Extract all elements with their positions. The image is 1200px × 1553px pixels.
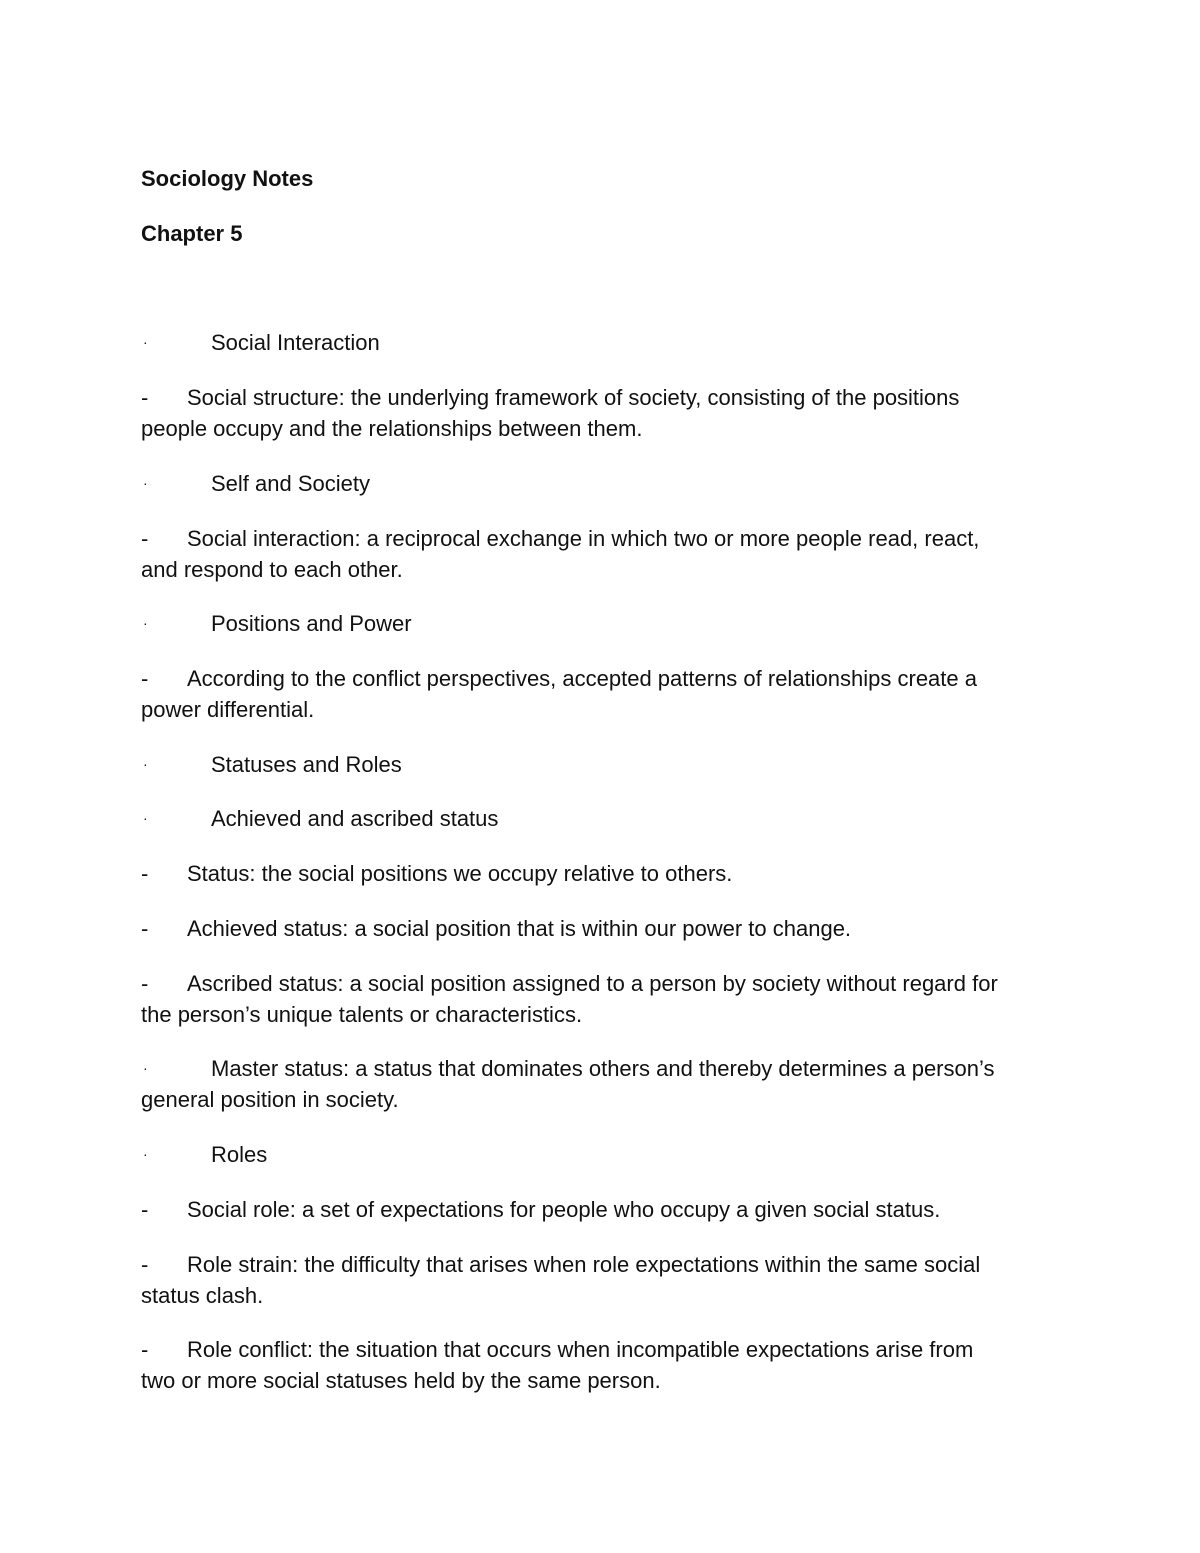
bullet-marker: ·	[143, 615, 148, 631]
dash-text-line1: Social role: a set of expectations for people who occupy a given social status.	[187, 1197, 941, 1222]
dash-text-line1: Status: the social positions we occupy relative to others.	[187, 861, 733, 886]
dash-text-line2: two or more social statuses held by the same person.	[141, 1368, 661, 1393]
dash-item	[141, 913, 1071, 944]
dash-text-line2: and respond to each other.	[141, 557, 403, 582]
bullet-marker: ·	[143, 810, 148, 826]
dash-item	[141, 968, 1071, 1030]
dash-text-line2: power differential.	[141, 697, 315, 722]
bullet-marker: ·	[143, 1060, 148, 1076]
dash-marker: -	[141, 385, 149, 410]
dash-text-line2: status clash.	[141, 1283, 264, 1308]
dash-text-line2: people occupy and the relationships between them.	[141, 416, 643, 441]
dash-item	[141, 858, 1071, 889]
dash-text-line1: Achieved status: a social position that is within our power to change.	[187, 916, 852, 941]
dash-item	[141, 1194, 1071, 1225]
dash-item	[141, 382, 1071, 444]
bullet-text: Statuses and Roles	[211, 752, 402, 777]
bullet-item	[141, 1139, 1071, 1170]
bullet-marker: ·	[143, 756, 148, 772]
document-title: Sociology Notes	[141, 166, 314, 191]
bullet-item	[141, 803, 1071, 834]
bullet-marker: ·	[143, 1146, 148, 1162]
bullet-text-line1: Master status: a status that dominates others and thereby determines a person’s	[211, 1056, 995, 1081]
bullet-text: Achieved and ascribed status	[211, 806, 499, 831]
bullet-marker: ·	[143, 475, 148, 491]
dash-marker: -	[141, 526, 149, 551]
chapter-heading: Chapter 5	[141, 221, 243, 246]
bullet-item	[141, 608, 1071, 639]
dash-text-line1: Role conflict: the situation that occurs when incompatible expectations arise from	[187, 1337, 974, 1362]
bullet-text: Social Interaction	[211, 330, 380, 355]
dash-marker: -	[141, 666, 149, 691]
dash-text-line1: Social structure: the underlying framework of society, consisting of the positions	[187, 385, 960, 410]
dash-item	[141, 1249, 1071, 1311]
dash-text-line1: According to the conflict perspectives, accepted patterns of relationships create a	[187, 666, 977, 691]
bullet-item	[141, 1053, 1071, 1115]
dash-marker: -	[141, 861, 149, 886]
bullet-item	[141, 468, 1071, 499]
dash-item	[141, 523, 1071, 585]
dash-marker: -	[141, 916, 149, 941]
dash-marker: -	[141, 1337, 149, 1362]
bullet-text: Roles	[211, 1142, 268, 1167]
dash-text-line2: the person’s unique talents or characteristics.	[141, 1002, 583, 1027]
bullet-item	[141, 327, 1071, 358]
dash-text-line1: Social interaction: a reciprocal exchange in which two or more people read, react,	[187, 526, 980, 551]
dash-marker: -	[141, 971, 149, 996]
bullet-text-line2: general position in society.	[141, 1087, 399, 1112]
bullet-marker: ·	[143, 334, 148, 350]
bullet-item	[141, 749, 1071, 780]
dash-item	[141, 663, 1071, 725]
dash-marker: -	[141, 1252, 149, 1277]
dash-item	[141, 1334, 1071, 1396]
bullet-text: Positions and Power	[211, 611, 412, 636]
dash-text-line1: Role strain: the difficulty that arises when role expectations within the same social	[187, 1252, 981, 1277]
dash-text-line1: Ascribed status: a social position assigned to a person by society without regard for	[187, 971, 998, 996]
bullet-text: Self and Society	[211, 471, 370, 496]
dash-marker: -	[141, 1197, 149, 1222]
